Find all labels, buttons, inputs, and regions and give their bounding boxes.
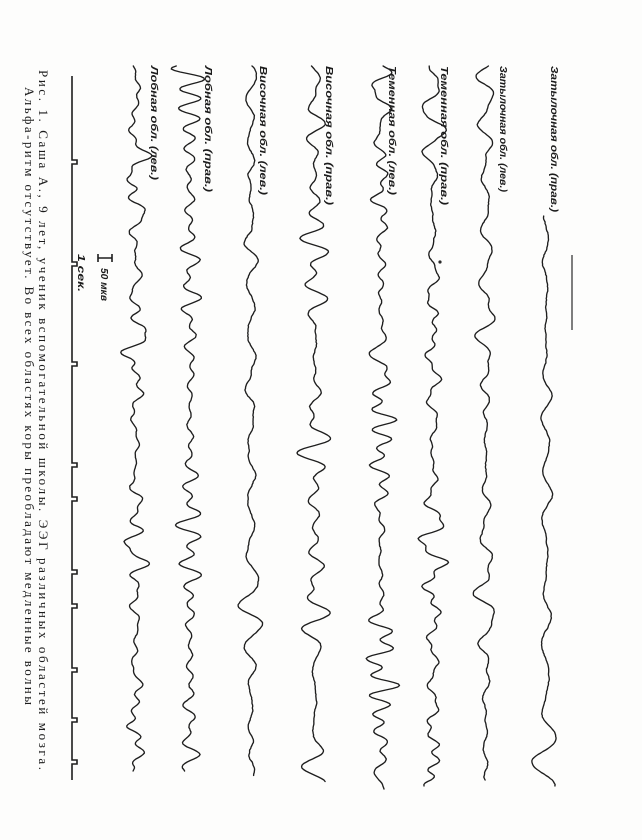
channel-occipital-left bbox=[473, 66, 509, 780]
channel-parietal-left bbox=[366, 66, 399, 789]
caption-line-1: Рис. 1. Саша А., 9 лет, ученик вспомогательной школы. ЭЭГ различных областей мозга. bbox=[36, 70, 51, 770]
time-marker bbox=[72, 76, 86, 780]
channel-temporal-left bbox=[238, 66, 269, 776]
calibration-bar bbox=[98, 254, 112, 262]
eeg-figure bbox=[72, 65, 572, 789]
caption-line-2: Альфа-ритм отсутствует. Во всех областях коры преобладают медленные волны bbox=[22, 87, 37, 706]
channel-label-parietal-right: Теменная обл. (прав.) bbox=[438, 66, 450, 180]
eeg-trace-frontal-right bbox=[171, 66, 204, 771]
channel-label-temporal-right: Височная обл. (прав.) bbox=[323, 66, 335, 180]
channel-label-temporal-left: Височная обл. (лев.) bbox=[257, 66, 269, 173]
channel-label-frontal-right: Лобная обл. (прав.) bbox=[202, 66, 214, 168]
eeg-trace-occipital-right bbox=[532, 216, 556, 786]
channel-label-parietal-left: Теменная обл. (лев.) bbox=[386, 66, 398, 173]
channel-occipital-right bbox=[532, 66, 560, 786]
eeg-trace-occipital-left bbox=[473, 66, 495, 780]
scan-dot bbox=[438, 260, 441, 263]
channel-parietal-right bbox=[418, 66, 450, 786]
channel-label-occipital-left: Затылочная обл. (лев.) bbox=[497, 66, 509, 191]
channel-label-frontal-left: Лобная обл. (лев.) bbox=[148, 66, 160, 162]
calibration-label: 50 мкв bbox=[98, 268, 109, 301]
figure-caption bbox=[22, 70, 51, 770]
channel-temporal-right bbox=[297, 66, 335, 782]
amplitude-calibration bbox=[98, 254, 112, 301]
channel-frontal-right bbox=[171, 65, 214, 771]
channel-label-occipital-right: Затылочная обл. (прав.) bbox=[548, 66, 560, 197]
eeg-trace-frontal-left bbox=[121, 66, 152, 771]
channel-frontal-left bbox=[121, 65, 160, 771]
time-marker-line bbox=[72, 76, 77, 780]
time-marker-label: 1 сек. bbox=[75, 254, 86, 282]
